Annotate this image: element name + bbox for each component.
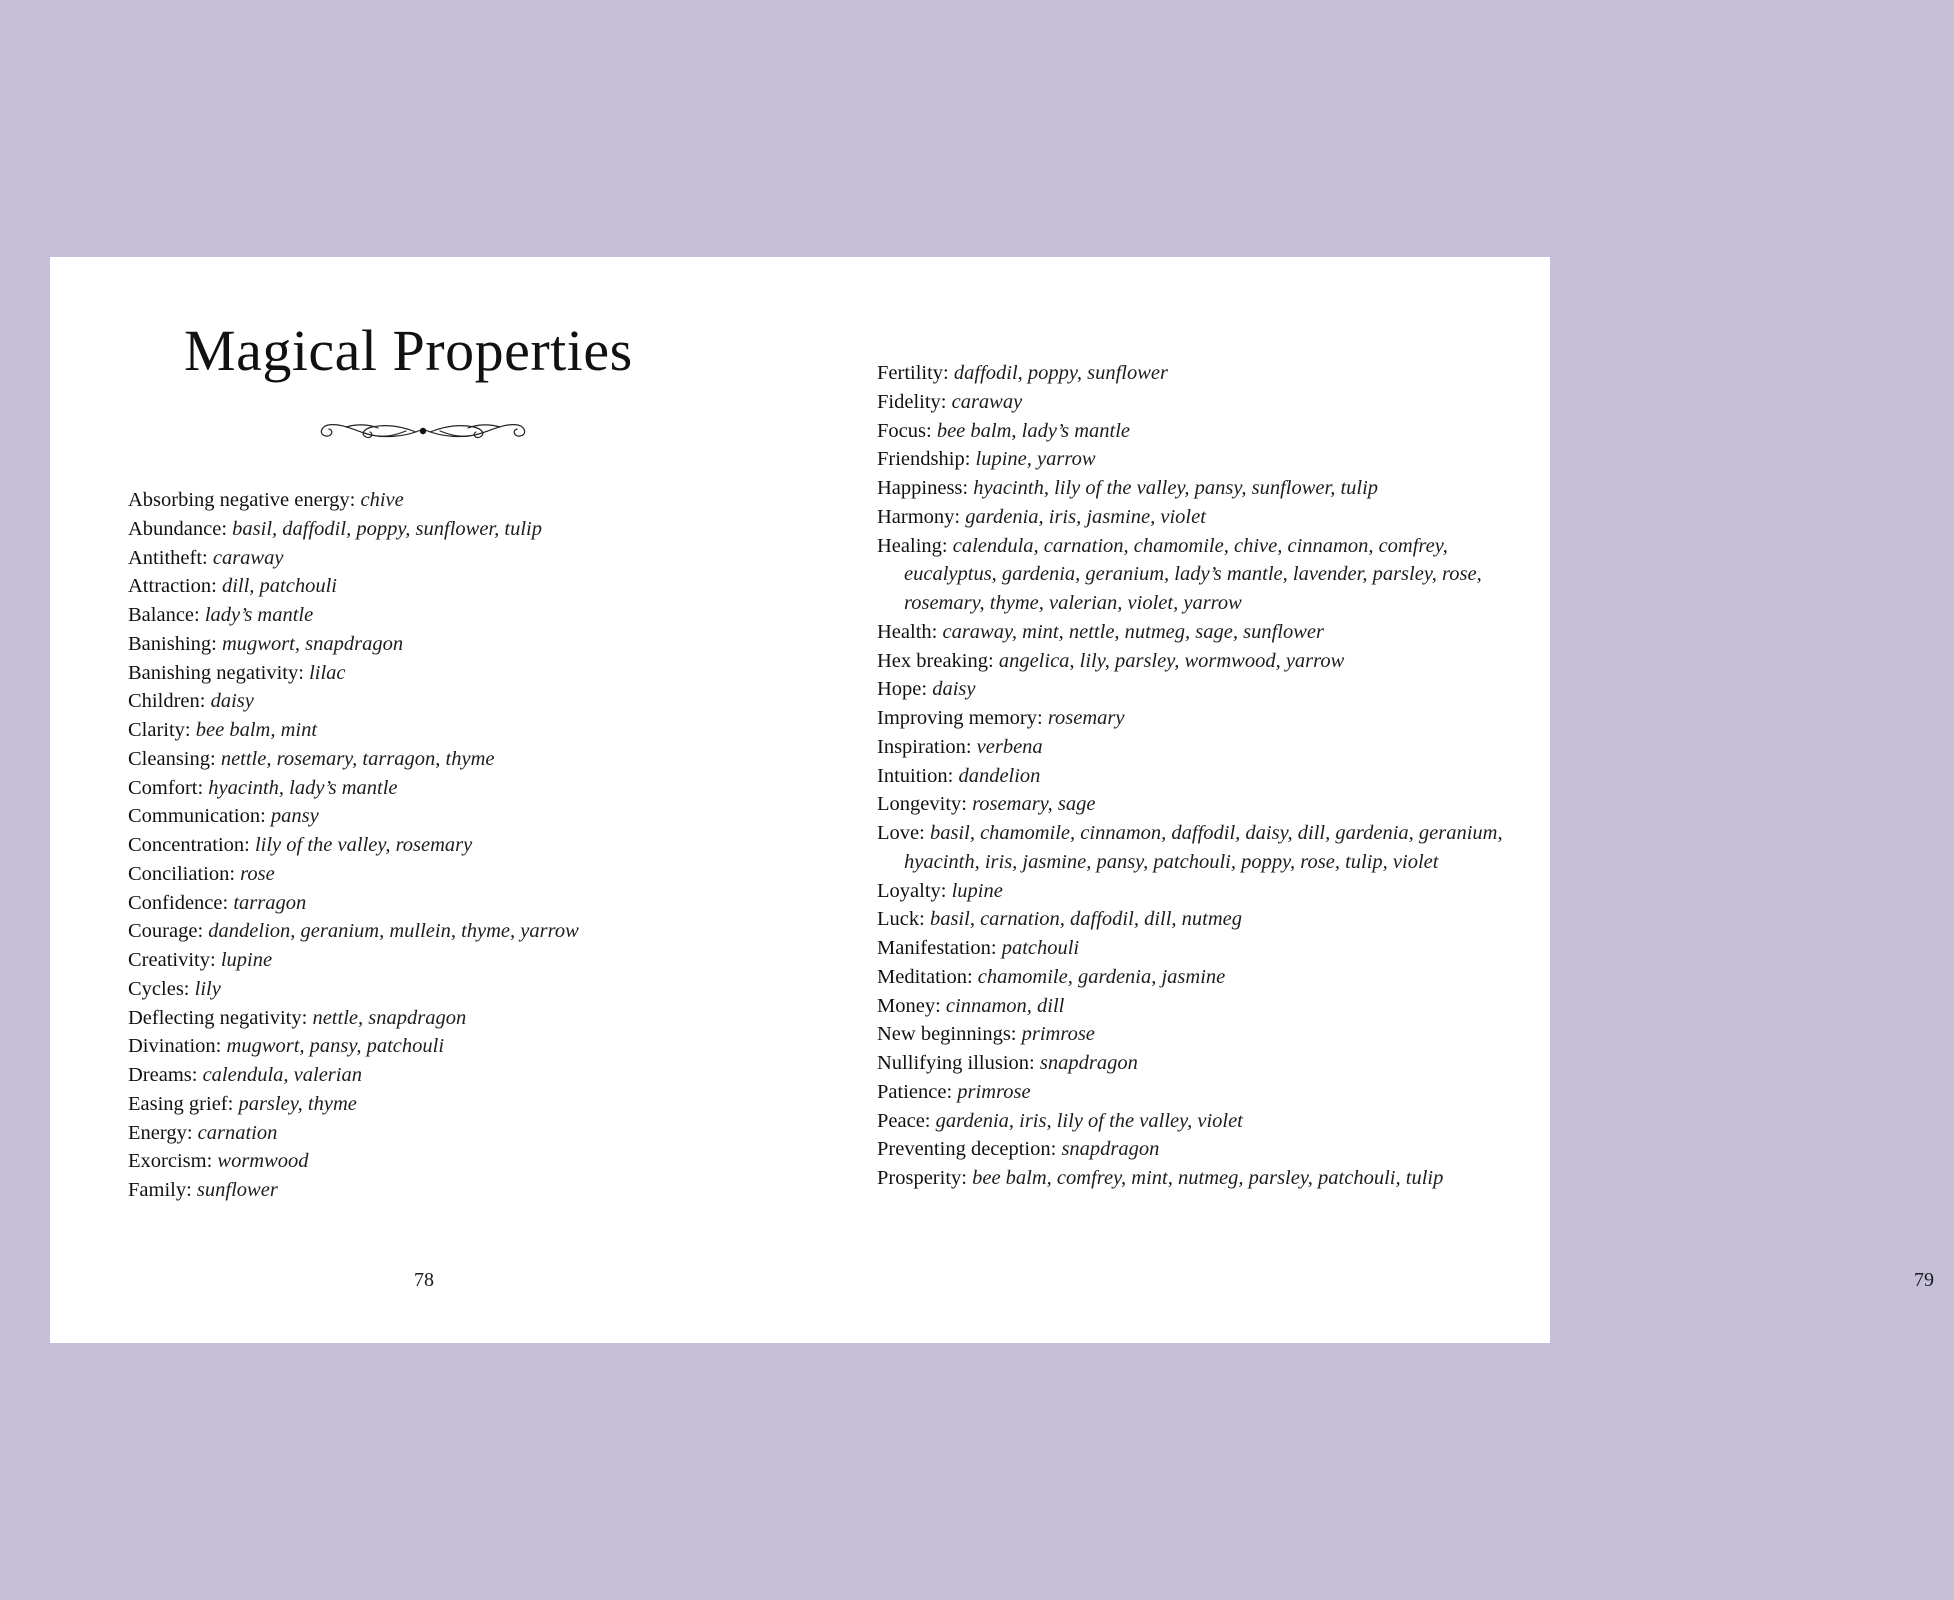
property-term: New beginnings: — [877, 1023, 1017, 1046]
property-term: Comfort: — [128, 776, 204, 799]
property-plants: lupine — [951, 879, 1003, 902]
property-term: Inspiration: — [877, 735, 972, 758]
property-term: Friendship: — [877, 448, 971, 471]
property-entry — [877, 1135, 1517, 1164]
property-plants: caraway — [212, 546, 284, 569]
property-term: Peace: — [877, 1109, 931, 1132]
property-entry — [877, 819, 1517, 877]
property-entry — [877, 877, 1517, 906]
magical-properties-list-left — [128, 486, 768, 1205]
book-spread — [50, 257, 1934, 1343]
property-term: Fidelity: — [877, 390, 947, 413]
property-entry — [877, 1078, 1517, 1107]
property-plants: primrose — [957, 1080, 1031, 1103]
property-plants: daisy — [932, 678, 976, 701]
property-entry — [128, 1119, 768, 1148]
property-entry — [128, 1176, 768, 1205]
property-entry — [877, 905, 1517, 934]
property-term: Exorcism: — [128, 1150, 213, 1173]
property-term: Preventing deception: — [877, 1138, 1057, 1161]
page-title: Magical Properties — [184, 318, 633, 383]
property-term: Fertility: — [877, 362, 949, 384]
property-entry — [128, 1032, 768, 1061]
property-plants: dandelion — [958, 764, 1041, 787]
property-plants: rosemary — [1047, 707, 1125, 729]
property-entry — [128, 716, 768, 745]
property-entry — [128, 889, 768, 918]
property-entry — [128, 774, 768, 803]
property-entry — [877, 503, 1517, 532]
property-plants: angelica, lily, parsley, wormwood, yarrow — [998, 649, 1345, 672]
property-plants: lupine, yarrow — [975, 448, 1096, 471]
property-entry — [877, 704, 1517, 733]
property-term: Hope: — [877, 678, 928, 701]
property-entry — [877, 675, 1517, 704]
property-entry — [877, 1049, 1517, 1078]
flourish-divider-icon — [316, 415, 530, 445]
property-plants: dill, patchouli — [221, 575, 337, 598]
property-term: Love: — [877, 822, 925, 844]
property-term: Balance: — [128, 604, 200, 626]
property-term: Improving memory: — [877, 707, 1043, 729]
property-plants: parsley, thyme — [238, 1092, 357, 1115]
property-plants: snapdragon — [1039, 1052, 1138, 1074]
property-entry — [877, 618, 1517, 647]
property-plants: gardenia, iris, lily of the valley, violet — [935, 1109, 1243, 1132]
property-entry — [877, 790, 1517, 819]
page-number: 79 — [1914, 1269, 1934, 1291]
property-entry — [877, 992, 1517, 1021]
property-plants: bee balm, mint — [195, 719, 318, 741]
property-term: Patience: — [877, 1080, 953, 1103]
property-plants: mugwort, pansy, patchouli — [226, 1035, 445, 1058]
property-plants: primrose — [1021, 1023, 1095, 1046]
property-term: Health: — [877, 620, 938, 643]
property-term: Energy: — [128, 1121, 193, 1144]
property-term: Antitheft: — [128, 546, 208, 569]
property-term: Deflecting negativity: — [128, 1006, 308, 1029]
property-plants: hyacinth, lady’s mantle — [208, 776, 398, 799]
property-entry — [877, 963, 1517, 992]
property-term: Manifestation: — [877, 937, 997, 959]
property-term: Creativity: — [128, 949, 216, 971]
property-plants: chive — [360, 489, 404, 511]
property-term: Hex breaking: — [877, 649, 994, 672]
property-plants: dandelion, geranium, mullein, thyme, yarrow — [208, 920, 579, 943]
property-term: Nullifying illusion: — [877, 1052, 1035, 1074]
property-entry — [877, 417, 1517, 446]
property-term: Intuition: — [877, 764, 954, 787]
property-entry — [877, 733, 1517, 762]
property-term: Cycles: — [128, 977, 190, 1000]
property-plants: snapdragon — [1061, 1138, 1160, 1161]
property-plants: bee balm, comfrey, mint, nutmeg, parsley, patchouli, tulip — [972, 1167, 1444, 1189]
property-plants: nettle, snapdragon — [312, 1006, 467, 1029]
property-plants: lily — [194, 977, 221, 1000]
property-plants: cinnamon, dill — [945, 994, 1065, 1017]
property-plants: gardenia, iris, jasmine, violet — [965, 505, 1206, 528]
left-page — [50, 257, 800, 1343]
property-entry — [128, 486, 768, 515]
property-term: Happiness: — [877, 477, 969, 499]
property-term: Easing grief: — [128, 1092, 234, 1115]
property-entry — [128, 687, 768, 716]
property-term: Loyalty: — [877, 879, 947, 902]
property-plants: chamomile, gardenia, jasmine — [977, 965, 1226, 988]
property-plants: carnation — [197, 1121, 278, 1144]
property-term: Courage: — [128, 920, 204, 943]
property-plants: lupine — [220, 949, 273, 971]
property-term: Focus: — [877, 419, 932, 442]
property-term: Divination: — [128, 1035, 222, 1058]
property-entry — [877, 532, 1517, 618]
property-entry — [877, 1164, 1517, 1193]
property-plants: sunflower — [196, 1179, 278, 1201]
property-plants: caraway, mint, nettle, nutmeg, sage, sunflower — [942, 620, 1324, 643]
property-plants: caraway — [951, 390, 1023, 413]
property-term: Cleansing: — [128, 747, 216, 770]
property-term: Longevity: — [877, 793, 967, 816]
property-plants: daffodil, poppy, sunflower — [953, 362, 1168, 384]
property-entry — [128, 802, 768, 831]
property-entry — [877, 474, 1517, 503]
property-plants: wormwood — [217, 1150, 309, 1173]
property-entry — [877, 934, 1517, 963]
property-plants: basil, carnation, daffodil, dill, nutmeg — [929, 908, 1243, 931]
page-number: 78 — [414, 1269, 434, 1291]
property-entry — [128, 572, 768, 601]
property-entry — [877, 359, 1517, 388]
property-plants: hyacinth, lily of the valley, pansy, sunflower, tulip — [973, 477, 1379, 499]
property-plants: calendula, carnation, chamomile, chive, cinnamon, comfrey, eucalyptus, gardenia, geranium, lady’s mantle, lavender, parsley, rose, rosemary, thyme, valerian, violet, yarrow — [904, 534, 1482, 614]
property-term: Money: — [877, 994, 941, 1017]
property-plants: patchouli — [1001, 937, 1080, 959]
property-plants: lily of the valley, rosemary — [254, 834, 473, 856]
property-entry — [128, 630, 768, 659]
property-term: Banishing: — [128, 632, 217, 655]
property-plants: rose — [240, 862, 275, 885]
property-term: Harmony: — [877, 505, 961, 528]
property-plants: pansy — [270, 805, 319, 828]
property-entry — [877, 388, 1517, 417]
property-term: Meditation: — [877, 965, 973, 988]
property-plants: tarragon — [233, 891, 307, 914]
property-entry — [128, 1004, 768, 1033]
property-term: Abundance: — [128, 517, 228, 540]
property-entry — [877, 445, 1517, 474]
property-plants: lady’s mantle — [204, 604, 314, 626]
property-entry — [877, 647, 1517, 676]
property-entry — [128, 831, 768, 860]
property-entry — [877, 1107, 1517, 1136]
property-entry — [128, 745, 768, 774]
property-plants: rosemary, sage — [972, 793, 1096, 816]
property-entry — [128, 860, 768, 889]
property-entry — [128, 544, 768, 573]
property-entry — [128, 975, 768, 1004]
property-entry — [128, 601, 768, 630]
property-plants: basil, daffodil, poppy, sunflower, tulip — [232, 517, 542, 540]
property-term: Healing: — [877, 534, 948, 557]
property-entry — [128, 659, 768, 688]
property-entry — [128, 1147, 768, 1176]
property-term: Prosperity: — [877, 1167, 967, 1189]
property-entry — [128, 917, 768, 946]
property-plants: bee balm, lady’s mantle — [936, 419, 1131, 442]
magical-properties-list-right — [877, 359, 1517, 1193]
property-plants: lilac — [309, 661, 346, 684]
property-term: Children: — [128, 690, 206, 713]
property-plants: basil, chamomile, cinnamon, daffodil, daisy, dill, gardenia, geranium, hyacinth, iris, jasmine, pansy, patchouli, poppy, rose, tulip, violet — [904, 822, 1503, 873]
property-plants: calendula, valerian — [202, 1064, 362, 1086]
property-plants: mugwort, snapdragon — [221, 632, 404, 655]
property-term: Confidence: — [128, 891, 229, 914]
property-term: Attraction: — [128, 575, 217, 598]
property-entry — [128, 515, 768, 544]
property-term: Luck: — [877, 908, 925, 931]
property-term: Dreams: — [128, 1064, 198, 1086]
property-term: Clarity: — [128, 719, 191, 741]
property-entry — [877, 762, 1517, 791]
property-plants: nettle, rosemary, tarragon, thyme — [220, 747, 495, 770]
property-plants: daisy — [210, 690, 254, 713]
property-term: Concentration: — [128, 834, 250, 856]
property-term: Banishing negativity: — [128, 661, 304, 684]
property-term: Conciliation: — [128, 862, 236, 885]
property-term: Absorbing negative energy: — [128, 489, 356, 511]
property-plants: verbena — [976, 735, 1043, 758]
property-entry — [128, 1090, 768, 1119]
property-entry — [128, 946, 768, 975]
property-entry — [877, 1020, 1517, 1049]
property-entry — [128, 1061, 768, 1090]
property-term: Family: — [128, 1179, 192, 1201]
property-term: Communication: — [128, 805, 266, 828]
